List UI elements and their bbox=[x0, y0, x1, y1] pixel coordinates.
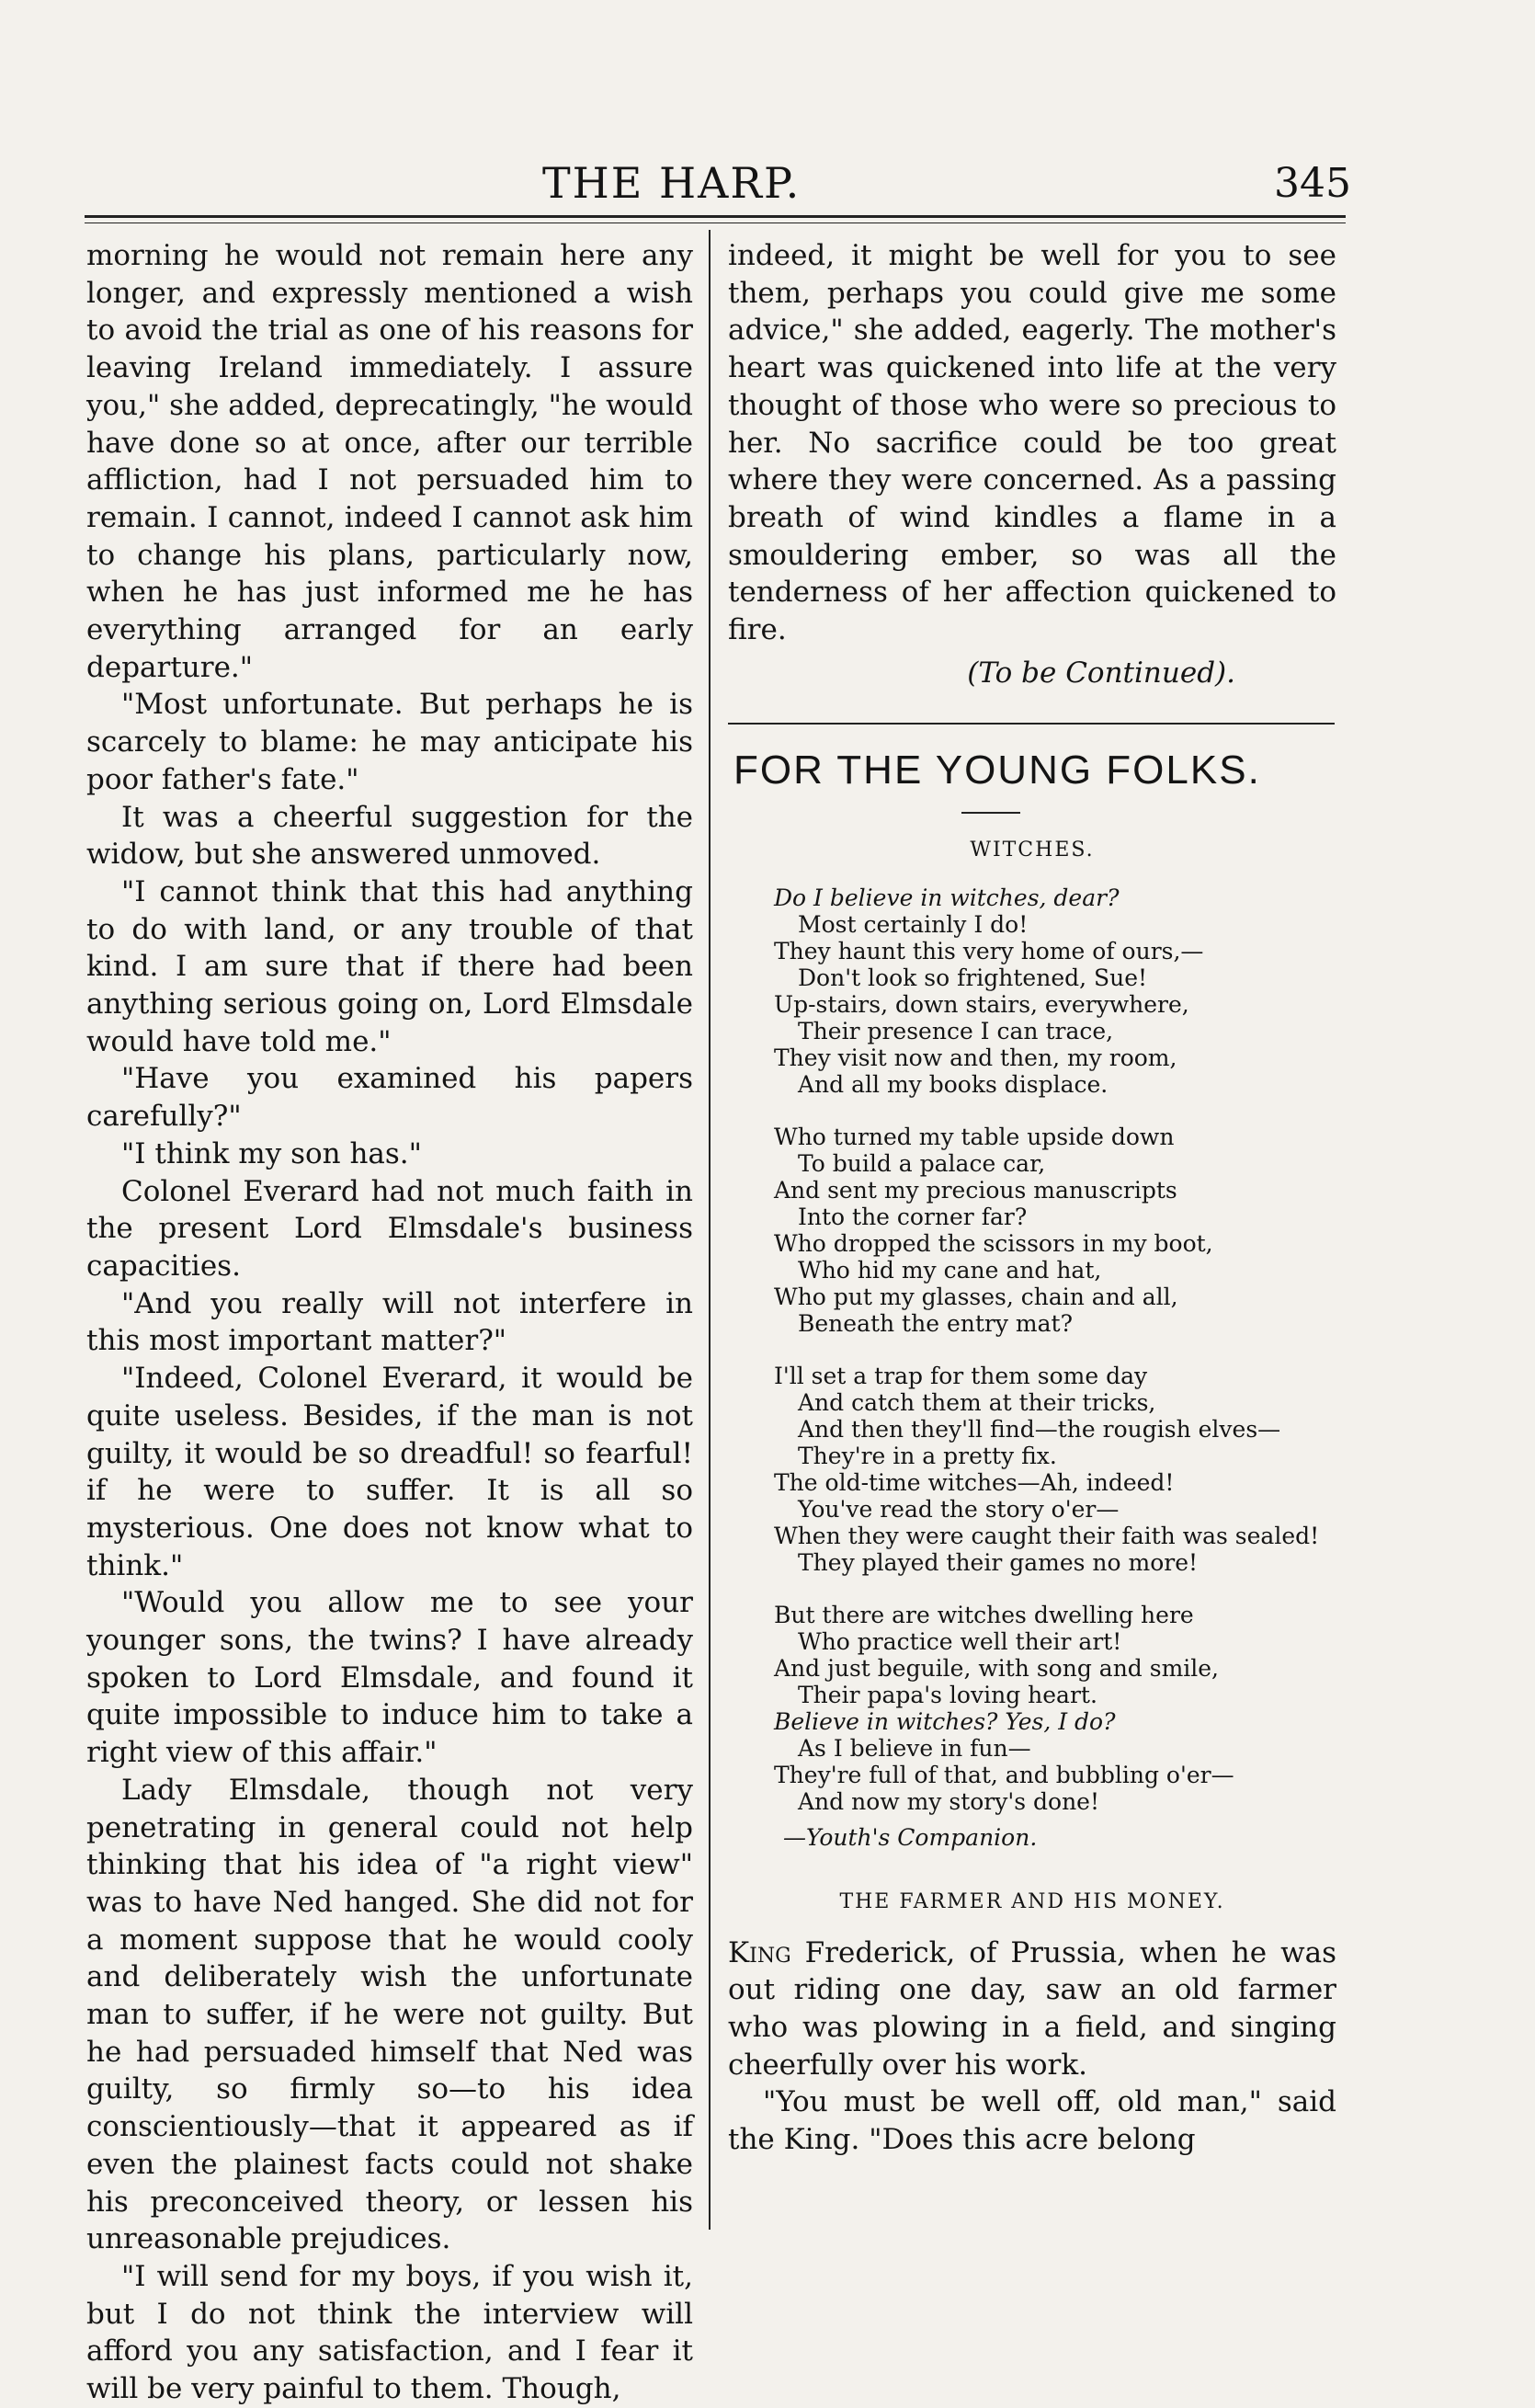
paragraph: It was a cheerful suggestion for the widow, but she answered unmoved. bbox=[86, 800, 693, 872]
to-be-continued: (To be Continued). bbox=[967, 656, 1235, 690]
poem-line: When they were caught their faith was sealed! bbox=[774, 1522, 1320, 1549]
paragraph-continuation: indeed, it might be well for you to see them, perhaps you could give me some advice," she added, eagerly. The mother's heart was quickened into life at the very thought of those who were so precious to her. No sacrifice could be too great where they were concerned. As a passing breath of wind kindles a flame in a smouldering ember, so was all the tenderness of her affection quickened to fire. bbox=[728, 239, 1336, 647]
poem-line: Their papa's loving heart. bbox=[798, 1681, 1097, 1708]
poem-stanza bbox=[774, 1602, 1336, 1815]
poem-line: Do I believe in witches, dear? bbox=[774, 884, 1120, 911]
story-lead-word: King bbox=[728, 1935, 791, 1969]
poem-line: Who dropped the scissors in my boot, bbox=[774, 1229, 1213, 1257]
paragraph: "Indeed, Colonel Everard, it would be quite useless. Besides, if the man is not guilty, it would be so dreadful! so fearful! if he were to suffer. It is all so mysterious. One does not know what to think." bbox=[86, 1362, 693, 1582]
paragraph: "I cannot think that this had anything to do with land, or any trouble of that kind. I am sure that if there had been anything serious going on, Lord Elmsdale would have told me." bbox=[86, 874, 693, 1058]
poem-line: The old-time witches—Ah, indeed! bbox=[774, 1468, 1175, 1496]
poem-line: And then they'll find—the rougish elves— bbox=[798, 1415, 1281, 1443]
poem-line: They're in a pretty fix. bbox=[798, 1442, 1057, 1469]
poem-line: Don't look so frightened, Sue! bbox=[798, 964, 1148, 991]
paragraph: "I will send for my boys, if you wish it, but I do not think the interview will afford you any satisfaction, and I fear it will be very painful to them. Though, bbox=[86, 2259, 693, 2406]
poem-line: Who hid my cane and hat, bbox=[798, 1256, 1102, 1284]
poem-line: And just beguile, with song and smile, bbox=[774, 1654, 1220, 1682]
poem-line: Their presence I can trace, bbox=[798, 1017, 1114, 1044]
poem-line: Most certainly I do! bbox=[798, 910, 1029, 938]
column-divider bbox=[709, 230, 711, 2230]
short-rule bbox=[961, 812, 1020, 814]
paragraph: Lady Elmsdale, though not very penetrating in general could not help thinking that his idea of "a right view" was to have Ned hanged. She did not for a moment suppose that he would cooly and deliberately wish the unfortunate man to suffer, if he were not guilty. But he had persuaded himself that Ned was guilty, so firmly so—to his idea conscientiously—that it appeared as if even the plainest facts could not shake his preconceived theory, or lessen his unreasonable prejudices. bbox=[86, 1773, 693, 2256]
page-number: 345 bbox=[1274, 160, 1351, 207]
poem-title: WITCHES. bbox=[970, 839, 1095, 862]
poem-line: Who turned my table upside down bbox=[774, 1123, 1175, 1150]
poem-line: And sent my precious manuscripts bbox=[774, 1176, 1177, 1204]
poem-line: They haunt this very home of ours,— bbox=[774, 937, 1204, 964]
left-column bbox=[86, 237, 693, 2408]
paragraph: Colonel Everard had not much faith in the present Lord Elmsdale's business capacities. bbox=[86, 1174, 693, 1283]
poem-line: But there are witches dwelling here bbox=[774, 1601, 1194, 1628]
section-heading: FOR THE YOUNG FOLKS. bbox=[733, 748, 1261, 793]
poem-line: Into the corner far? bbox=[798, 1203, 1028, 1230]
poem-line: You've read the story o'er— bbox=[798, 1495, 1120, 1523]
page-title: THE HARP. bbox=[542, 158, 802, 208]
paragraph: "Would you allow me to see your younger sons, the twins? I have already spoken to Lord Elmsdale, and found it quite impossible to induce him to take a right view of this affair." bbox=[86, 1586, 693, 1770]
right-column bbox=[728, 237, 1336, 2159]
poem-line: To build a palace car, bbox=[798, 1149, 1046, 1177]
poem-line: Beneath the entry mat? bbox=[798, 1309, 1073, 1337]
paragraph: morning he would not remain here any longer, and expressly mentioned a wish to avoid the trial as one of his reasons for leaving Ireland immediately. I assure you," she added, deprecatingly, "he would have done so at once, after our terrible affliction, had I not persuaded him to remain. I cannot, indeed I cannot ask him to change his plans, particularly now, when he has just informed me he has everything arranged for an early departure." bbox=[86, 239, 693, 684]
poem-stanza bbox=[774, 884, 1336, 1098]
poem-stanza bbox=[774, 1363, 1336, 1576]
story-title: THE FARMER AND HIS MONEY. bbox=[839, 1889, 1225, 1913]
paragraph: "Most unfortunate. But perhaps he is scarcely to blame: he may anticipate his poor father's fate." bbox=[86, 688, 693, 796]
poem-line: Up-stairs, down stairs, everywhere, bbox=[774, 990, 1189, 1018]
poem-attribution: —Youth's Companion. bbox=[783, 1823, 1038, 1851]
poem-line: And all my books displace. bbox=[798, 1070, 1109, 1098]
story-text: Frederick, of Prussia, when he was out riding one day, saw an old farmer who was plowing in a field, and singing cheerfully over his work. bbox=[728, 1935, 1336, 2082]
section-rule bbox=[728, 723, 1335, 725]
poem-line: And now my story's done! bbox=[798, 1787, 1100, 1815]
story-text-2: "You must be well off, old man," said the King. "Does this acre belong bbox=[728, 2085, 1336, 2157]
poem-line: They visit now and then, my room, bbox=[774, 1044, 1177, 1071]
poem-line: I'll set a trap for them some day bbox=[774, 1362, 1148, 1389]
poem-line: Who practice well their art! bbox=[798, 1627, 1122, 1655]
story-body bbox=[728, 1934, 1336, 2159]
paragraph: "I think my son has." bbox=[121, 1136, 422, 1170]
poem-line: They played their games no more! bbox=[798, 1548, 1199, 1576]
poem-stanza bbox=[774, 1124, 1336, 1337]
poem bbox=[728, 884, 1336, 1851]
running-head bbox=[0, 158, 1535, 223]
poem-line: And catch them at their tricks, bbox=[798, 1388, 1156, 1416]
poem-line: As I believe in fun— bbox=[798, 1734, 1031, 1762]
paragraph: "And you really will not interfere in this most important matter?" bbox=[86, 1286, 693, 1358]
poem-line: Who put my glasses, chain and all, bbox=[774, 1283, 1178, 1310]
header-rule-thick bbox=[85, 215, 1346, 218]
poem-line: They're full of that, and bubbling o'er— bbox=[774, 1761, 1234, 1788]
paragraph: "Have you examined his papers carefully?" bbox=[86, 1062, 693, 1134]
poem-line: Believe in witches? Yes, I do? bbox=[774, 1707, 1116, 1735]
